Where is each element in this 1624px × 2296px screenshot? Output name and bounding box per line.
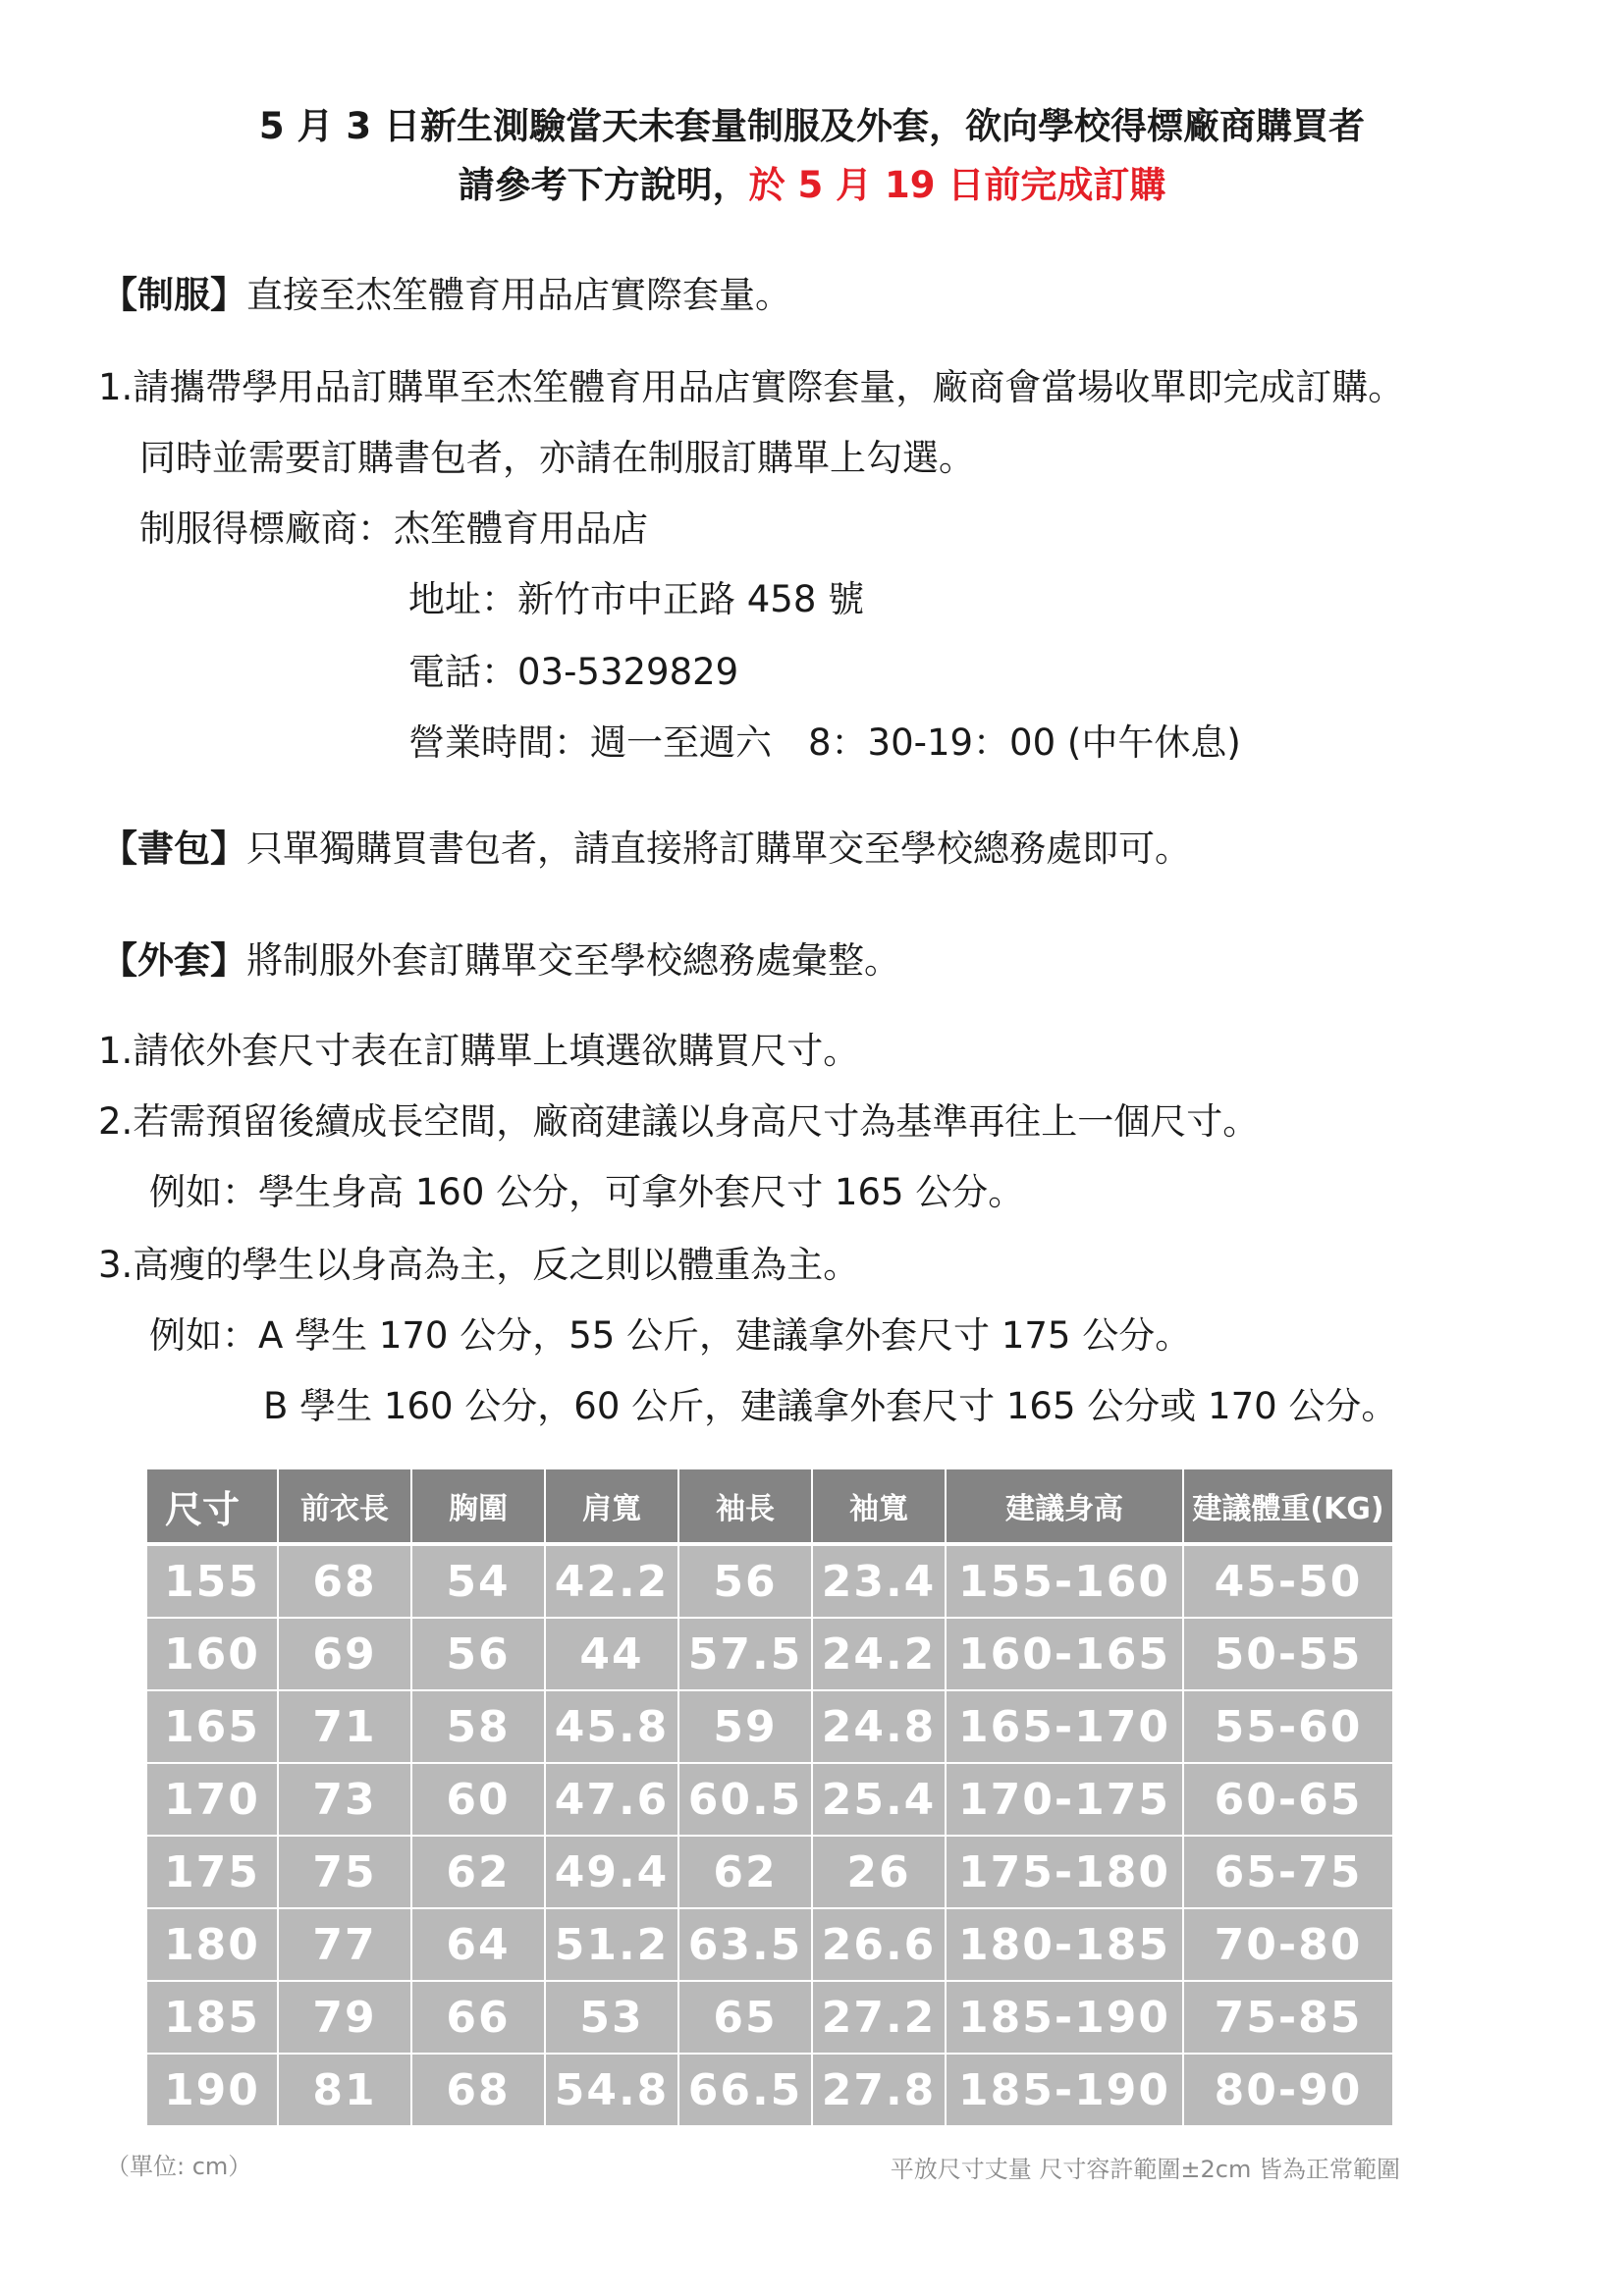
table-cell: 81 [278,2054,411,2126]
table-row [146,1544,1393,1618]
unit-note: （單位: cm） [106,2153,252,2180]
table-row [146,1690,1393,1763]
table-cell: 75 [278,1836,411,1908]
table-cell: 49.4 [545,1836,678,1908]
jacket-text: 將制服外套訂購單交至學校總務處彙整。 [246,939,900,982]
table-cell: 160-165 [946,1618,1183,1690]
jacket-item-3-example-a: 例如：A 學生 170 公分，55 公斤，建議拿外套尺寸 175 公分。 [149,1314,1192,1357]
table-cell: 75-85 [1183,1981,1393,2054]
vendor-hours: 營業時間：週一至週六 8：30-19：00 (中午休息) [408,721,1241,764]
header-shoulder: 肩寬 [545,1468,678,1544]
header-sleeve-length: 袖長 [678,1468,812,1544]
header-front-length: 前衣長 [278,1468,411,1544]
tolerance-note: 平放尺寸丈量 尺寸容許範圍±2cm 皆為正常範圍 [890,2156,1400,2183]
table-cell: 27.8 [812,2054,946,2126]
table-cell: 23.4 [812,1544,946,1618]
table-row [146,1618,1393,1690]
jacket-item-2-example: 例如：學生身高 160 公分，可拿外套尺寸 165 公分。 [149,1171,1025,1213]
table-cell: 56 [411,1618,545,1690]
jacket-size-table [145,1468,1394,2127]
table-cell: 58 [411,1690,545,1763]
table-cell: 64 [411,1908,545,1981]
uniform-item-1-cont: 同時並需要訂購書包者，亦請在制服訂購單上勾選。 [139,437,975,479]
vendor-address: 地址：新竹市中正路 458 號 [408,578,865,620]
table-cell: 53 [545,1981,678,2054]
page-title-line2 [0,155,1624,208]
title-deadline: 於 5 月 19 日前完成訂購 [748,164,1166,206]
table-cell: 68 [278,1544,411,1618]
table-cell: 66 [411,1981,545,2054]
table-cell: 180 [146,1908,278,1981]
table-cell: 56 [678,1544,812,1618]
table-cell: 57.5 [678,1618,812,1690]
table-cell: 190 [146,2054,278,2126]
table-cell: 27.2 [812,1981,946,2054]
uniform-item-1: 1.請攜帶學用品訂購單至杰笙體育用品店實際套量，廠商會當場收單即完成訂購。 [98,366,1405,408]
table-cell: 60.5 [678,1763,812,1836]
bag-heading [101,819,1191,872]
table-cell: 70-80 [1183,1908,1393,1981]
table-cell: 160 [146,1618,278,1690]
table-cell: 24.2 [812,1618,946,1690]
table-cell: 65 [678,1981,812,2054]
header-weight: 建議體重(KG) [1183,1468,1393,1544]
table-cell: 69 [278,1618,411,1690]
table-cell: 26.6 [812,1908,946,1981]
jacket-item-2: 2.若需預留後續成長空間，廠商建議以身高尺寸為基準再往上一個尺寸。 [98,1100,1260,1143]
table-cell: 175 [146,1836,278,1908]
table-cell: 71 [278,1690,411,1763]
table-cell: 80-90 [1183,2054,1393,2126]
header-height: 建議身高 [946,1468,1183,1544]
table-cell: 73 [278,1763,411,1836]
table-cell: 175-180 [946,1836,1183,1908]
table-cell: 45-50 [1183,1544,1393,1618]
table-cell: 65-75 [1183,1836,1393,1908]
table-cell: 25.4 [812,1763,946,1836]
header-sleeve-width: 袖寬 [812,1468,946,1544]
table-cell: 44 [545,1618,678,1690]
table-cell: 51.2 [545,1908,678,1981]
table-cell: 55-60 [1183,1690,1393,1763]
table-cell: 60-65 [1183,1763,1393,1836]
jacket-heading [101,931,900,984]
table-cell: 24.8 [812,1690,946,1763]
uniform-text: 直接至杰笙體育用品店實際套量。 [246,274,791,316]
table-cell: 185-190 [946,2054,1183,2126]
table-cell: 165-170 [946,1690,1183,1763]
header-size: 尺寸 [146,1468,278,1544]
vendor-phone: 電話：03-5329829 [408,651,739,693]
header-chest: 胸圍 [411,1468,545,1544]
table-cell: 60 [411,1763,545,1836]
table-cell: 66.5 [678,2054,812,2126]
table-cell: 180-185 [946,1908,1183,1981]
page-title-line1: 5 月 3 日新生測驗當天未套量制服及外套，欲向學校得標廠商購買者 [258,105,1366,147]
table-cell: 185-190 [946,1981,1183,2054]
table-cell: 185 [146,1981,278,2054]
bag-tag: 【書包】 [101,828,246,870]
table-header-row [146,1468,1393,1544]
table-cell: 47.6 [545,1763,678,1836]
table-row [146,1908,1393,1981]
table-cell: 68 [411,2054,545,2126]
table-cell: 63.5 [678,1908,812,1981]
uniform-heading [101,265,791,318]
uniform-tag: 【制服】 [101,274,246,316]
table-row [146,1981,1393,2054]
jacket-item-1: 1.請依外套尺寸表在訂購單上填選欲購買尺寸。 [98,1030,860,1072]
table-cell: 170-175 [946,1763,1183,1836]
table-row [146,1763,1393,1836]
table-cell: 54 [411,1544,545,1618]
table-cell: 79 [278,1981,411,2054]
table-cell: 26 [812,1836,946,1908]
table-cell: 170 [146,1763,278,1836]
table-cell: 54.8 [545,2054,678,2126]
table-cell: 155-160 [946,1544,1183,1618]
table-cell: 155 [146,1544,278,1618]
table-row [146,1836,1393,1908]
table-cell: 59 [678,1690,812,1763]
bag-text: 只單獨購買書包者，請直接將訂購單交至學校總務處即可。 [246,828,1191,870]
title-line2-prefix: 請參考下方說明， [458,164,749,206]
jacket-item-3-example-b: B 學生 160 公分，60 公斤，建議拿外套尺寸 165 公分或 170 公分。 [263,1385,1398,1427]
table-cell: 165 [146,1690,278,1763]
table-cell: 50-55 [1183,1618,1393,1690]
table-cell: 45.8 [545,1690,678,1763]
table-cell: 62 [678,1836,812,1908]
vendor-label: 制服得標廠商：杰笙體育用品店 [139,507,648,550]
jacket-tag: 【外套】 [101,939,246,982]
table-row [146,2054,1393,2126]
table-cell: 77 [278,1908,411,1981]
table-cell: 42.2 [545,1544,678,1618]
table-cell: 62 [411,1836,545,1908]
jacket-item-3: 3.高瘦的學生以身高為主，反之則以體重為主。 [98,1244,860,1286]
